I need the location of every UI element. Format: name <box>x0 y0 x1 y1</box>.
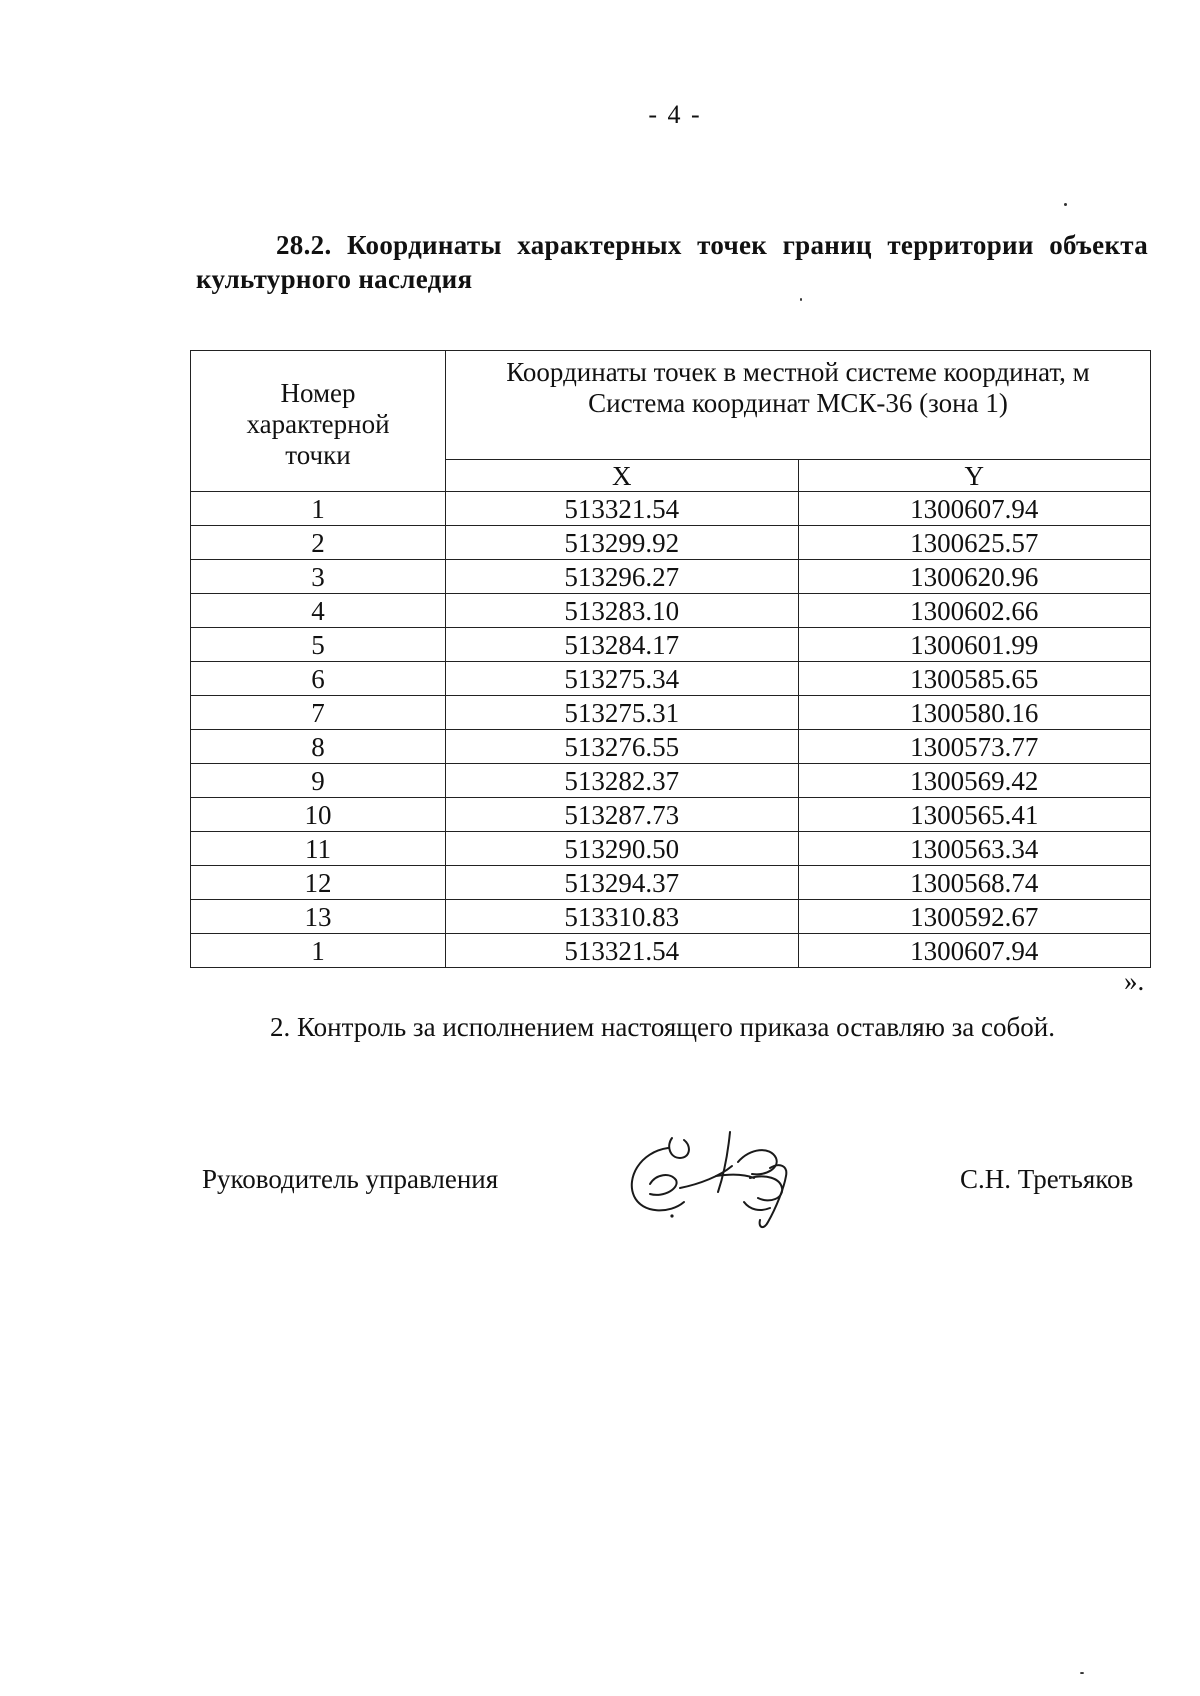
x-coordinate-cell: 513296.27 <box>446 560 799 594</box>
coordinates-table <box>190 350 1151 968</box>
header-point-number <box>191 351 446 492</box>
header-coordinates-line2: Система координат МСК-36 (зона 1) <box>588 388 1008 418</box>
scan-speck <box>1080 1672 1084 1674</box>
table-row <box>191 900 1151 934</box>
y-coordinate-cell: 1300573.77 <box>798 730 1151 764</box>
point-number-cell: 7 <box>191 696 446 730</box>
y-coordinate-cell: 1300607.94 <box>798 492 1151 526</box>
x-coordinate-cell: 513287.73 <box>446 798 799 832</box>
y-coordinate-cell: 1300620.96 <box>798 560 1151 594</box>
table-row <box>191 560 1151 594</box>
y-coordinate-cell: 1300569.42 <box>798 764 1151 798</box>
x-coordinate-cell: 513275.31 <box>446 696 799 730</box>
table-row <box>191 798 1151 832</box>
header-x: X <box>446 460 799 492</box>
y-coordinate-cell: 1300563.34 <box>798 832 1151 866</box>
closing-quote: ». <box>1124 966 1145 996</box>
x-coordinate-cell: 513283.10 <box>446 594 799 628</box>
scan-speck <box>800 298 802 301</box>
point-number-cell: 9 <box>191 764 446 798</box>
y-coordinate-cell: 1300625.57 <box>798 526 1151 560</box>
x-coordinate-cell: 513321.54 <box>446 492 799 526</box>
point-number-cell: 4 <box>191 594 446 628</box>
y-coordinate-cell: 1300568.74 <box>798 866 1151 900</box>
table-row <box>191 832 1151 866</box>
x-coordinate-cell: 513276.55 <box>446 730 799 764</box>
table-row <box>191 492 1151 526</box>
y-coordinate-cell: 1300607.94 <box>798 934 1151 968</box>
table-row <box>191 866 1151 900</box>
signatory-name: С.Н. Третьяков <box>960 1164 1134 1194</box>
header-point-line: характерной <box>246 408 390 439</box>
header-coordinates-line1: Координаты точек в местной системе координат, м <box>506 357 1090 387</box>
y-coordinate-cell: 1300592.67 <box>798 900 1151 934</box>
point-number-cell: 11 <box>191 832 446 866</box>
table-row <box>191 934 1151 968</box>
section-title: 28.2. Координаты характерных точек границ территории объекта культурного наследия <box>196 230 1148 294</box>
header-coordinates <box>446 351 1151 460</box>
x-coordinate-cell: 513284.17 <box>446 628 799 662</box>
header-y: Y <box>798 460 1151 492</box>
x-coordinate-cell: 513310.83 <box>446 900 799 934</box>
point-number-cell: 3 <box>191 560 446 594</box>
y-coordinate-cell: 1300565.41 <box>798 798 1151 832</box>
signatory-title: Руководитель управления <box>202 1164 499 1194</box>
table-row <box>191 526 1151 560</box>
point-number-cell: 5 <box>191 628 446 662</box>
table-row <box>191 628 1151 662</box>
point-number-cell: 1 <box>191 934 446 968</box>
x-coordinate-cell: 513290.50 <box>446 832 799 866</box>
header-point-line: Номер <box>280 377 356 408</box>
point-number-cell: 6 <box>191 662 446 696</box>
point-number-cell: 8 <box>191 730 446 764</box>
y-coordinate-cell: 1300580.16 <box>798 696 1151 730</box>
x-coordinate-cell: 513294.37 <box>446 866 799 900</box>
table-row <box>191 662 1151 696</box>
x-coordinate-cell: 513282.37 <box>446 764 799 798</box>
y-coordinate-cell: 1300601.99 <box>798 628 1151 662</box>
y-coordinate-cell: 1300602.66 <box>798 594 1151 628</box>
point-number-cell: 12 <box>191 866 446 900</box>
y-coordinate-cell: 1300585.65 <box>798 662 1151 696</box>
point-number-cell: 13 <box>191 900 446 934</box>
point-number-cell: 10 <box>191 798 446 832</box>
x-coordinate-cell: 513299.92 <box>446 526 799 560</box>
page-number: - 4 - <box>648 100 702 129</box>
table-row <box>191 696 1151 730</box>
x-coordinate-cell: 513321.54 <box>446 934 799 968</box>
table-row <box>191 594 1151 628</box>
scan-speck <box>1064 203 1067 206</box>
table-row <box>191 730 1151 764</box>
table-row <box>191 764 1151 798</box>
point-number-cell: 2 <box>191 526 446 560</box>
header-point-line: точки <box>285 439 351 470</box>
table-body <box>191 492 1151 968</box>
handwritten-signature <box>620 1118 830 1238</box>
x-coordinate-cell: 513275.34 <box>446 662 799 696</box>
point-number-cell: 1 <box>191 492 446 526</box>
control-clause: 2. Контроль за исполнением настоящего приказа оставляю за собой. <box>270 1012 1055 1042</box>
